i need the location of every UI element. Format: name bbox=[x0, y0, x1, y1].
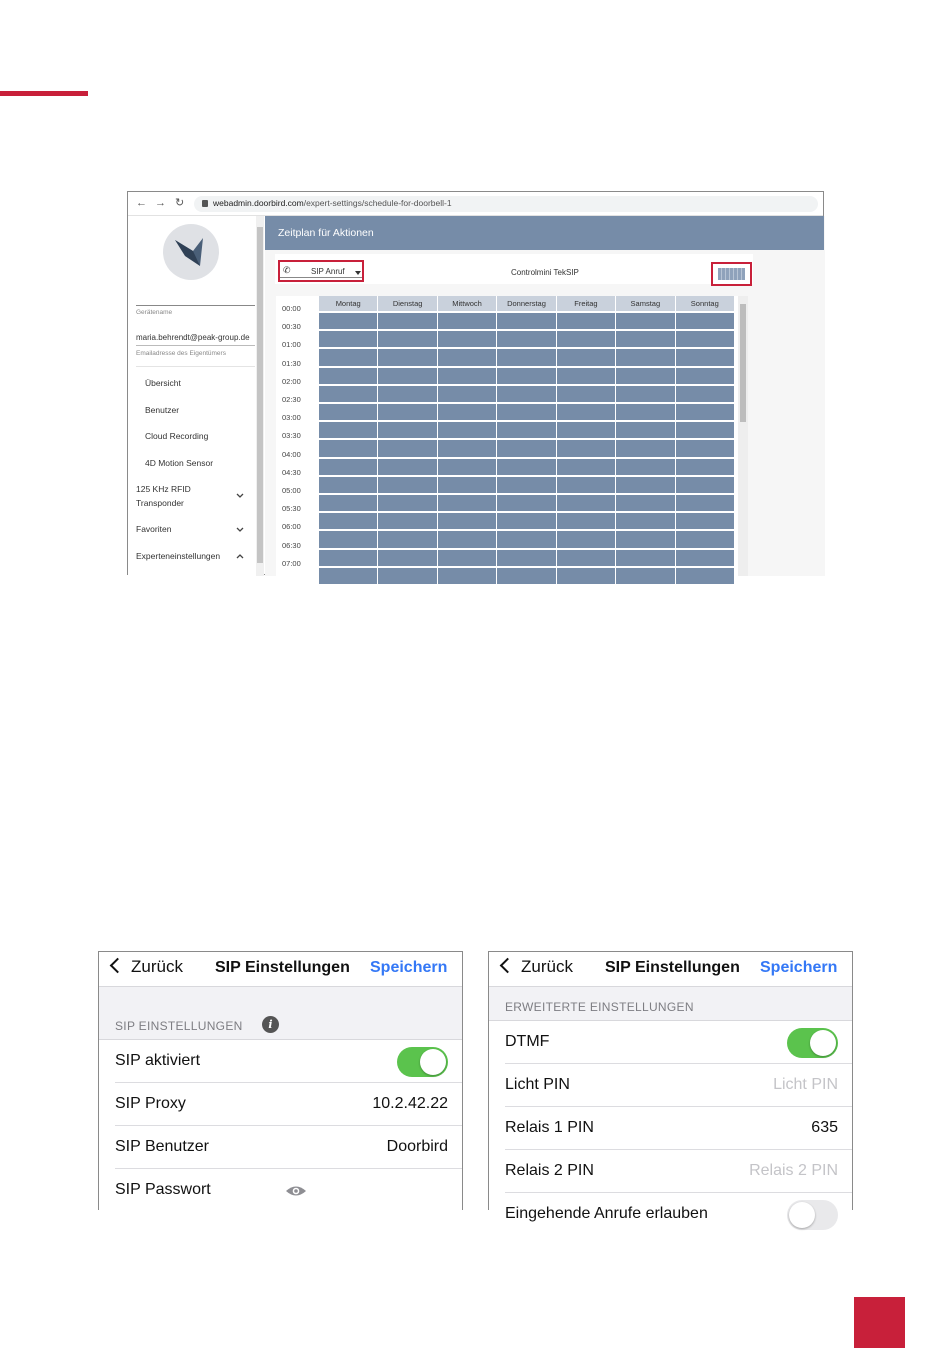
chevron-left-icon bbox=[500, 958, 516, 974]
schedule-cell[interactable] bbox=[676, 349, 735, 366]
sip-user-value[interactable]: Doorbird bbox=[386, 1138, 448, 1155]
schedule-cell[interactable] bbox=[378, 331, 437, 348]
schedule-cell[interactable] bbox=[497, 368, 556, 385]
schedule-cell[interactable] bbox=[497, 349, 556, 366]
schedule-cell[interactable] bbox=[497, 313, 556, 330]
accent-line bbox=[0, 91, 88, 96]
toggle-knob bbox=[789, 1202, 815, 1228]
schedule-cell[interactable] bbox=[557, 368, 616, 385]
schedule-grid bbox=[319, 296, 735, 576]
schedule-cell[interactable] bbox=[557, 495, 616, 512]
day-header: Montag bbox=[319, 296, 378, 311]
schedule-cell[interactable] bbox=[319, 477, 378, 494]
grid-icon bbox=[718, 268, 745, 280]
chevron-left-icon bbox=[110, 958, 126, 974]
schedule-cell[interactable] bbox=[616, 531, 675, 548]
schedule-cell[interactable] bbox=[378, 349, 437, 366]
schedule-cell[interactable] bbox=[557, 531, 616, 548]
schedule-cell[interactable] bbox=[438, 495, 497, 512]
save-button[interactable]: Speichern bbox=[370, 959, 448, 976]
schedule-cell[interactable] bbox=[438, 440, 497, 457]
info-icon[interactable]: i bbox=[262, 1016, 279, 1033]
toggle-knob bbox=[420, 1049, 446, 1075]
relais-1-pin-value[interactable]: 635 bbox=[811, 1119, 838, 1136]
section-label: SIP EINSTELLUNGEN bbox=[115, 1019, 243, 1033]
schedule-cell[interactable] bbox=[319, 331, 378, 348]
row-label: Eingehende Anrufe erlauben bbox=[505, 1205, 708, 1222]
ios-advanced-settings-panel bbox=[488, 951, 853, 1222]
schedule-cell[interactable] bbox=[319, 349, 378, 366]
schedule-cell[interactable] bbox=[557, 331, 616, 348]
page-corner-marker bbox=[854, 1297, 905, 1348]
schedule-cell[interactable] bbox=[616, 440, 675, 457]
schedule-cell[interactable] bbox=[676, 495, 735, 512]
url-host: webadmin.doorbird.com bbox=[213, 198, 304, 208]
grid-view-button[interactable] bbox=[711, 262, 752, 286]
sidebar-divider bbox=[136, 366, 255, 367]
schedule-cell[interactable] bbox=[319, 495, 378, 512]
schedule-scrollbar-thumb[interactable] bbox=[740, 304, 746, 422]
schedule-cell[interactable] bbox=[616, 386, 675, 403]
schedule-cell[interactable] bbox=[557, 349, 616, 366]
forward-arrow-icon[interactable]: → bbox=[155, 197, 166, 209]
schedule-cell[interactable] bbox=[378, 459, 437, 476]
time-column bbox=[276, 296, 319, 576]
day-header: Mittwoch bbox=[438, 296, 497, 311]
row-label: Relais 1 PIN bbox=[505, 1119, 594, 1136]
schedule-cell[interactable] bbox=[438, 531, 497, 548]
ios-sip-settings-panel bbox=[98, 951, 463, 1210]
schedule-toolbar bbox=[275, 254, 753, 284]
row-label: Licht PIN bbox=[505, 1076, 570, 1093]
schedule-cell[interactable] bbox=[557, 386, 616, 403]
time-label: 02:30 bbox=[282, 395, 301, 404]
url-path: /expert-settings/schedule-for-doorbell-1 bbox=[303, 198, 452, 208]
schedule-cell[interactable] bbox=[438, 349, 497, 366]
time-label: 00:00 bbox=[282, 304, 301, 313]
schedule-cell[interactable] bbox=[676, 568, 735, 585]
schedule-cell[interactable] bbox=[378, 440, 437, 457]
reload-icon[interactable]: ↻ bbox=[175, 197, 185, 209]
schedule-cell[interactable] bbox=[676, 331, 735, 348]
schedule-cell[interactable] bbox=[676, 422, 735, 439]
schedule-cell[interactable] bbox=[557, 313, 616, 330]
ios-nav-bar bbox=[99, 952, 462, 987]
time-label: 04:00 bbox=[282, 449, 301, 459]
row-sip-proxy[interactable] bbox=[99, 1083, 462, 1126]
schedule-cell[interactable] bbox=[378, 368, 437, 385]
eye-icon[interactable] bbox=[285, 1185, 307, 1197]
time-label: 03:00 bbox=[282, 413, 301, 423]
time-label: 01:30 bbox=[282, 358, 301, 368]
time-label: 00:30 bbox=[282, 322, 301, 332]
row-sip-aktiviert bbox=[99, 1040, 462, 1083]
page-header bbox=[265, 216, 824, 250]
sidebar-group-label: 125 KHz RFID bbox=[136, 484, 191, 494]
time-label: 05:30 bbox=[282, 504, 301, 514]
chevron-up-icon bbox=[236, 553, 244, 559]
schedule-cell[interactable] bbox=[378, 550, 437, 567]
time-label: 01:00 bbox=[282, 340, 301, 350]
schedule-cell[interactable] bbox=[676, 386, 735, 403]
chevron-down-icon bbox=[236, 527, 244, 533]
back-button[interactable] bbox=[108, 955, 183, 979]
section-label: ERWEITERTE EINSTELLUNGEN bbox=[505, 1000, 694, 1014]
schedule-cell[interactable] bbox=[676, 550, 735, 567]
device-name-label: Gerätename bbox=[136, 309, 173, 316]
time-label: 02:00 bbox=[282, 376, 301, 386]
page-title: Zeitplan für Aktionen bbox=[278, 227, 374, 239]
sidebar-group-label: Experteneinstellungen bbox=[136, 551, 221, 561]
schedule-cell[interactable] bbox=[378, 531, 437, 548]
schedule-cell[interactable] bbox=[319, 368, 378, 385]
doorbird-logo bbox=[163, 224, 219, 280]
back-button[interactable] bbox=[498, 955, 573, 979]
phone-icon: ✆ bbox=[283, 265, 291, 275]
sidebar-item-uebersicht[interactable]: Übersicht bbox=[145, 378, 181, 388]
schedule-cell[interactable] bbox=[616, 368, 675, 385]
schedule-cell[interactable] bbox=[438, 568, 497, 585]
schedule-cell[interactable] bbox=[438, 513, 497, 530]
schedule-cell[interactable] bbox=[497, 568, 556, 585]
back-label: Zurück bbox=[131, 957, 183, 976]
row-sip-benutzer[interactable] bbox=[99, 1126, 462, 1169]
schedule-cell[interactable] bbox=[557, 568, 616, 585]
sidebar-item-benutzer[interactable]: Benutzer bbox=[145, 405, 180, 415]
schedule-cell[interactable] bbox=[319, 531, 378, 548]
time-label: 03:30 bbox=[282, 431, 301, 441]
schedule-cell[interactable] bbox=[676, 440, 735, 457]
back-label: Zurück bbox=[521, 957, 573, 976]
row-label: SIP Benutzer bbox=[115, 1138, 209, 1155]
schedule-cell[interactable] bbox=[616, 422, 675, 439]
sidebar bbox=[128, 216, 263, 576]
time-label: 07:00 bbox=[282, 558, 301, 568]
schedule-cell[interactable] bbox=[378, 568, 437, 585]
schedule-cell[interactable] bbox=[438, 368, 497, 385]
action-select[interactable] bbox=[278, 260, 364, 282]
schedule-cell[interactable] bbox=[438, 313, 497, 330]
schedule-cell[interactable] bbox=[616, 550, 675, 567]
row-label: Relais 2 PIN bbox=[505, 1162, 594, 1179]
schedule-cell[interactable] bbox=[557, 459, 616, 476]
time-label: 06:00 bbox=[282, 522, 301, 532]
owner-email-underline bbox=[136, 345, 255, 346]
sip-proxy-value[interactable]: 10.2.42.22 bbox=[372, 1095, 448, 1112]
schedule-cell[interactable] bbox=[676, 477, 735, 494]
licht-pin-placeholder[interactable]: Licht PIN bbox=[773, 1076, 838, 1093]
schedule-cell[interactable] bbox=[676, 368, 735, 385]
row-label: SIP Passwort bbox=[115, 1181, 211, 1198]
schedule-cell[interactable] bbox=[616, 477, 675, 494]
schedule-cell[interactable] bbox=[497, 459, 556, 476]
row-label: SIP Proxy bbox=[115, 1095, 186, 1112]
schedule-cell[interactable] bbox=[497, 531, 556, 548]
relais-2-pin-placeholder[interactable]: Relais 2 PIN bbox=[749, 1162, 838, 1179]
time-label: 06:30 bbox=[282, 540, 301, 550]
lock-icon bbox=[202, 200, 208, 207]
schedule-cell[interactable] bbox=[378, 404, 437, 421]
schedule-cell[interactable] bbox=[497, 331, 556, 348]
toggle-knob bbox=[810, 1030, 836, 1056]
section-header bbox=[489, 987, 852, 1021]
caret-down-icon bbox=[355, 271, 361, 275]
schedule-cell[interactable] bbox=[616, 349, 675, 366]
schedule-table bbox=[276, 296, 746, 576]
schedule-cell[interactable] bbox=[438, 459, 497, 476]
section-header bbox=[99, 987, 462, 1040]
schedule-cell[interactable] bbox=[676, 531, 735, 548]
url-field[interactable] bbox=[194, 196, 818, 212]
action-select-value: SIP Anruf bbox=[311, 267, 345, 276]
schedule-cell[interactable] bbox=[438, 477, 497, 494]
schedule-cell[interactable] bbox=[676, 513, 735, 530]
schedule-cell[interactable] bbox=[676, 313, 735, 330]
select-underline bbox=[280, 277, 362, 278]
row-dtmf bbox=[489, 1021, 852, 1064]
schedule-cell[interactable] bbox=[497, 495, 556, 512]
schedule-cell[interactable] bbox=[319, 513, 378, 530]
address-bar bbox=[128, 192, 823, 216]
day-header: Freitag bbox=[557, 296, 616, 311]
owner-email-field[interactable]: maria.behrendt@peak-group.de bbox=[136, 333, 250, 342]
schedule-cell[interactable] bbox=[438, 404, 497, 421]
sidebar-scrollbar-thumb[interactable] bbox=[257, 227, 263, 563]
schedule-cell[interactable] bbox=[497, 404, 556, 421]
partial-toggle[interactable] bbox=[787, 1200, 838, 1230]
day-header: Sonntag bbox=[676, 296, 735, 311]
schedule-cell[interactable] bbox=[319, 386, 378, 403]
row-sip-passwort[interactable] bbox=[99, 1169, 462, 1212]
schedule-cell[interactable] bbox=[497, 550, 556, 567]
schedule-cell[interactable] bbox=[319, 313, 378, 330]
row-label: DTMF bbox=[505, 1033, 550, 1050]
schedule-cell[interactable] bbox=[378, 386, 437, 403]
row-relais-1-pin[interactable] bbox=[489, 1107, 852, 1150]
schedule-cell[interactable] bbox=[676, 404, 735, 421]
ios-title: SIP Einstellungen bbox=[605, 959, 740, 976]
schedule-cell[interactable] bbox=[319, 550, 378, 567]
schedule-cell[interactable] bbox=[557, 422, 616, 439]
sidebar-item-cloud-recording[interactable]: Cloud Recording bbox=[145, 431, 209, 441]
schedule-cell[interactable] bbox=[378, 422, 437, 439]
schedule-cell[interactable] bbox=[616, 404, 675, 421]
time-label: 05:00 bbox=[282, 486, 301, 495]
schedule-cell[interactable] bbox=[319, 404, 378, 421]
row-partial bbox=[489, 1193, 852, 1236]
schedule-cell[interactable] bbox=[616, 568, 675, 585]
schedule-cell[interactable] bbox=[616, 495, 675, 512]
row-label: SIP aktiviert bbox=[115, 1052, 201, 1069]
sidebar-item-motion-sensor[interactable]: 4D Motion Sensor bbox=[145, 458, 214, 468]
time-label: 04:30 bbox=[282, 467, 301, 477]
browser-screenshot bbox=[127, 191, 824, 575]
schedule-cell[interactable] bbox=[616, 459, 675, 476]
dtmf-toggle[interactable] bbox=[787, 1028, 838, 1058]
schedule-cell[interactable] bbox=[438, 386, 497, 403]
sidebar-group-label: Favoriten bbox=[136, 524, 172, 534]
day-header: Samstag bbox=[616, 296, 675, 311]
schedule-cell[interactable] bbox=[438, 331, 497, 348]
schedule-cell[interactable] bbox=[497, 513, 556, 530]
url-text bbox=[213, 198, 452, 208]
device-name-field[interactable] bbox=[136, 305, 255, 306]
schedule-cell[interactable] bbox=[378, 477, 437, 494]
schedule-cell[interactable] bbox=[616, 331, 675, 348]
sidebar-group-label: Transponder bbox=[136, 498, 184, 508]
schedule-cell[interactable] bbox=[676, 459, 735, 476]
day-header: Donnerstag bbox=[497, 296, 556, 311]
schedule-cell[interactable] bbox=[557, 440, 616, 457]
schedule-cell[interactable] bbox=[438, 422, 497, 439]
owner-email-label: Emailadresse des Eigentümers bbox=[136, 350, 226, 357]
schedule-cell[interactable] bbox=[557, 404, 616, 421]
row-relais-2-pin[interactable] bbox=[489, 1150, 852, 1193]
chevron-down-icon bbox=[236, 493, 244, 499]
ios-nav-bar bbox=[489, 952, 852, 987]
back-arrow-icon[interactable]: ← bbox=[136, 197, 147, 209]
schedule-cell[interactable] bbox=[497, 386, 556, 403]
schedule-cell[interactable] bbox=[319, 440, 378, 457]
schedule-cell[interactable] bbox=[497, 440, 556, 457]
schedule-cell[interactable] bbox=[378, 513, 437, 530]
schedule-cell[interactable] bbox=[497, 422, 556, 439]
sip-enabled-toggle[interactable] bbox=[397, 1047, 448, 1077]
save-button[interactable]: Speichern bbox=[760, 959, 838, 976]
logo-bird-icon bbox=[163, 224, 219, 280]
schedule-cell[interactable] bbox=[497, 477, 556, 494]
schedule-cell[interactable] bbox=[438, 550, 497, 567]
schedule-cell[interactable] bbox=[378, 495, 437, 512]
schedule-cell[interactable] bbox=[616, 313, 675, 330]
schedule-cell[interactable] bbox=[616, 513, 675, 530]
schedule-cell[interactable] bbox=[319, 422, 378, 439]
row-licht-pin[interactable] bbox=[489, 1064, 852, 1107]
day-header: Dienstag bbox=[378, 296, 437, 311]
schedule-cell[interactable] bbox=[557, 477, 616, 494]
device-name: Controlmini TekSIP bbox=[511, 268, 579, 277]
schedule-cell[interactable] bbox=[319, 568, 378, 585]
schedule-cell[interactable] bbox=[378, 313, 437, 330]
ios-title: SIP Einstellungen bbox=[215, 959, 350, 976]
schedule-cell[interactable] bbox=[557, 550, 616, 567]
schedule-cell[interactable] bbox=[557, 513, 616, 530]
schedule-cell[interactable] bbox=[319, 459, 378, 476]
